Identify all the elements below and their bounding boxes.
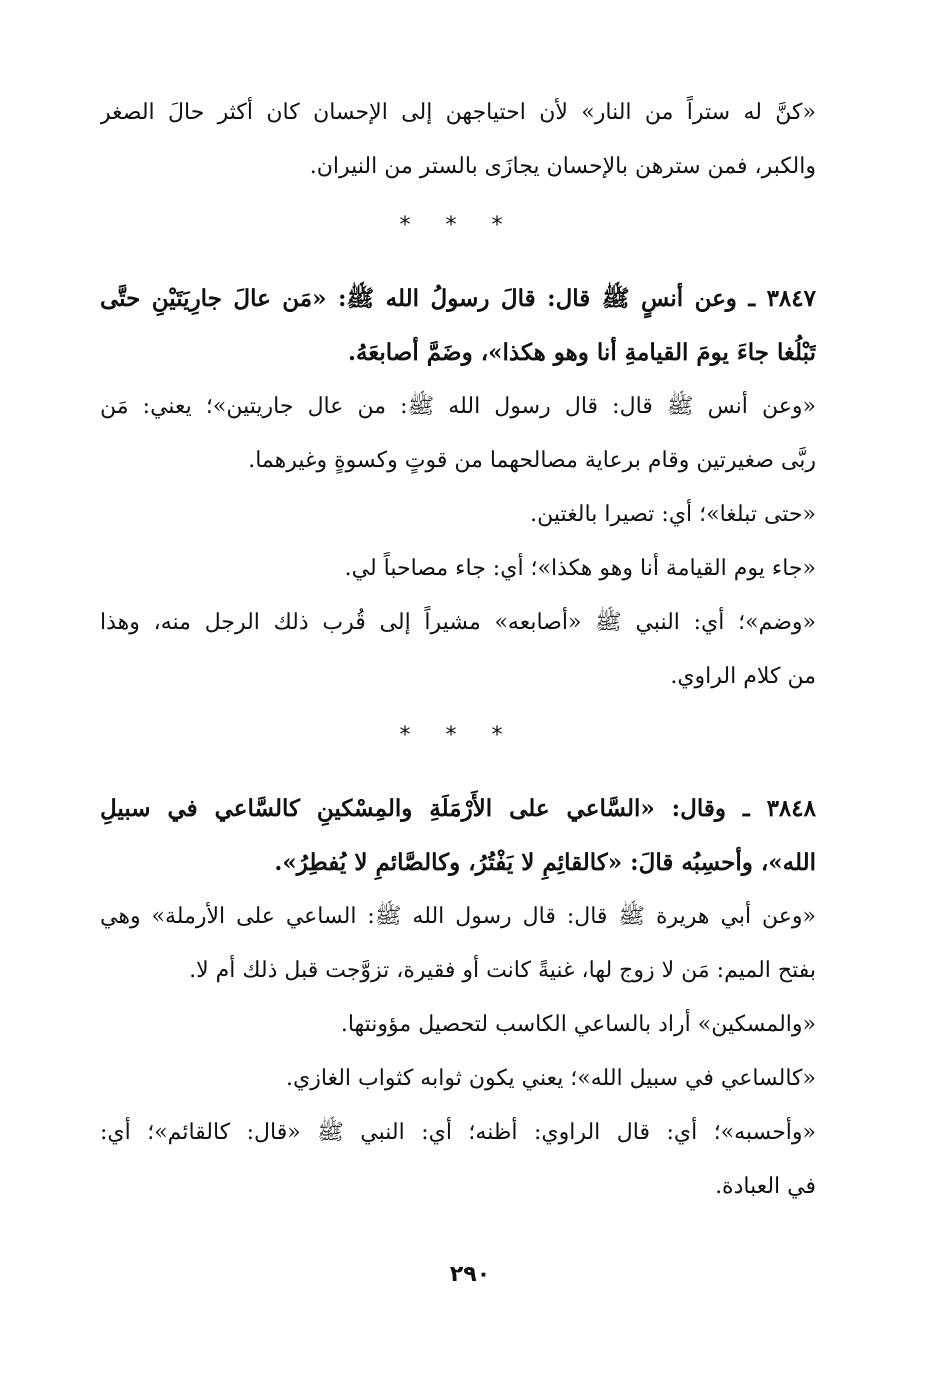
commentary-3848-paragraph-4 <box>100 1106 816 1214</box>
text-line: «كالساعي في سبيل الله»؛ يعني يكون ثوابه كثواب الغازي. <box>286 1066 816 1091</box>
hadith-line: ٣٨٤٧ ـ وعن أنسٍ ﷺ قال: قالَ رسولُ الله ﷺ: «مَن عالَ جارِيَتَيْنِ حتَّى <box>100 285 816 312</box>
commentary-3847-paragraph-2 <box>100 488 816 542</box>
hadith-3848 <box>100 782 816 890</box>
hadith-line: الله»، وأحسِبُه قالَ: «كالقائِمِ لا يَفْتُرُ، وكالصَّائمِ لا يُفطِرُ». <box>274 849 816 876</box>
commentary-3847-paragraph-4 <box>100 596 816 704</box>
text-line: ربَّى صغيرتين وقام برعاية مصالحهما من قوتٍ وكسوةٍ وغيرهما. <box>248 448 816 473</box>
commentary-3847-paragraph-3 <box>100 542 816 596</box>
page-number: ٢٩٠ <box>449 1262 491 1287</box>
commentary-3848-paragraph-1 <box>100 890 816 998</box>
paragraph-previous-commentary <box>100 86 816 194</box>
text-line: «والمسكين» أراد بالساعي الكاسب لتحصيل مؤونتها. <box>340 1012 816 1037</box>
hadith-line: تَبْلُغا جاءَ يومَ القيامةِ أنا وهو هكذا»، وضَمَّ أصابعَهُ. <box>347 339 816 366</box>
text-line: «كنَّ له ستراً من النار» لأن احتياجهن إلى الإحسان كان أكثر حالَ الصغر <box>100 100 816 125</box>
commentary-3848-paragraph-2 <box>100 998 816 1052</box>
commentary-3848-paragraph-3 <box>100 1052 816 1106</box>
text-line: «وأحسبه»؛ أي: قال الراوي: أظنه؛ أي: النبي ﷺ «قال: كالقائم»؛ أي: <box>100 1120 816 1145</box>
text-line: «وعن أنس ﷺ قال: قال رسول الله ﷺ: من عال جاريتين»؛ يعني: مَن <box>100 394 816 419</box>
commentary-3847-paragraph-1 <box>100 380 816 488</box>
text-line: من كلام الراوي. <box>670 664 816 689</box>
text-line: في العبادة. <box>715 1174 816 1199</box>
section-separator: * * * <box>399 723 517 748</box>
text-line: «وضم»؛ أي: النبي ﷺ «أصابعه» مشيراً إلى قُرب ذلك الرجل منه، وهذا <box>100 610 816 635</box>
hadith-3847 <box>100 272 816 380</box>
hadith-line: ٣٨٤٨ ـ وقال: «السَّاعي على الأَرْمَلَةِ والمِسْكينِ كالسَّاعي في سبيلِ <box>100 795 816 822</box>
text-line: والكبر، فمن سترهن بالإحسان يجازَى بالستر من النيران. <box>309 154 816 179</box>
text-line: بفتح الميم: مَن لا زوج لها، غنيةً كانت أو فقيرة، تزوَّجت قبل ذلك أم لا. <box>189 958 816 983</box>
text-line: «جاء يوم القيامة أنا وهو هكذا»؛ أي: جاء مصاحباً لي. <box>344 556 816 581</box>
text-line: «وعن أبي هريرة ﷺ قال: قال رسول الله ﷺ: الساعي على الأرملة» وهي <box>100 904 816 929</box>
section-separator: * * * <box>399 213 517 238</box>
text-line: «حتى تبلغا»؛ أي: تصيرا بالغتين. <box>530 502 816 527</box>
page-body <box>100 86 816 1214</box>
